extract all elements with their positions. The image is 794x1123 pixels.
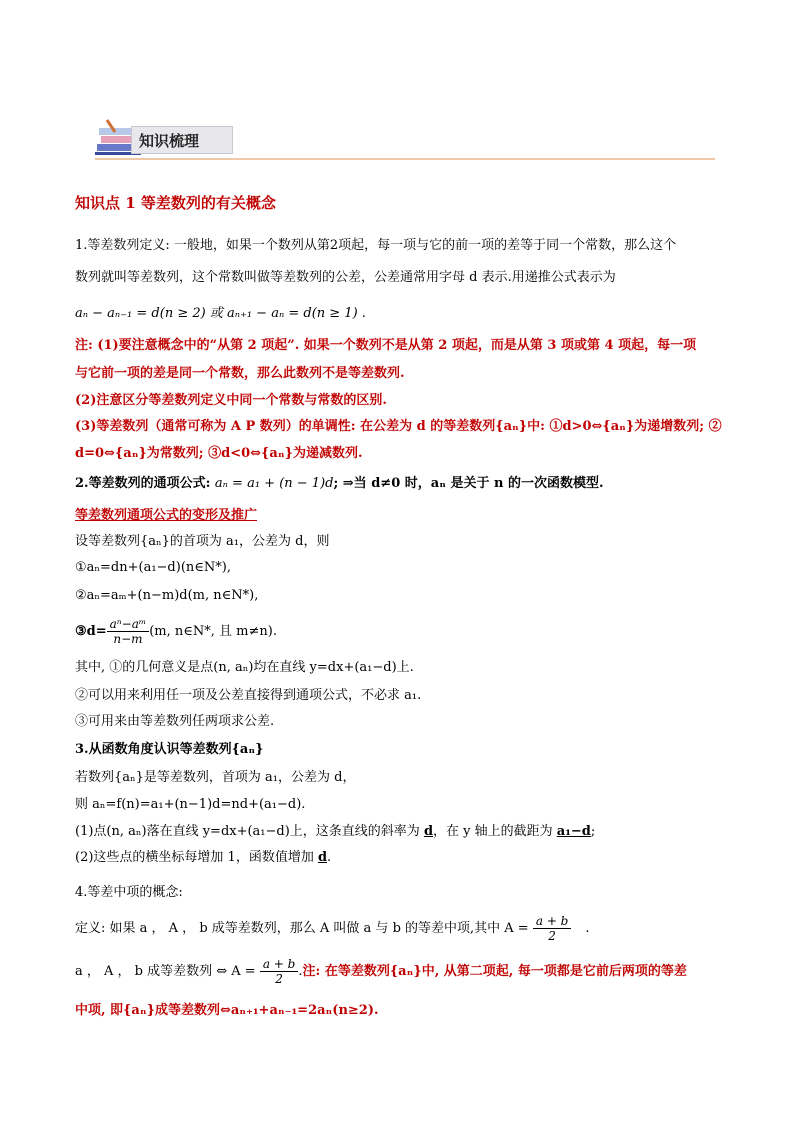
section-title: 知识点 1 等差数列的有关概念 (75, 194, 276, 212)
generalize-line5: 其中, ①的几何意义是点(n, aₙ)均在直线 y=dx+(a₁−d)上. (75, 660, 414, 675)
p4-note-b: 中项, 即{aₙ}成等差数列⇔aₙ₊₁+aₙ₋₁=2aₙ(n≥2). (75, 1003, 379, 1018)
gen-l4-num: aⁿ−aᵐ (107, 617, 150, 632)
p3-title: 3.从函数角度认识等差数列{aₙ} (75, 742, 264, 757)
gen-l4-fraction (107, 617, 150, 646)
section-banner (95, 118, 715, 160)
p3-l3-intercept: a₁−d (556, 824, 591, 839)
generalize-line2: ①aₙ=dn+(a₁−d)(n∈N*), (75, 560, 231, 575)
p1-line1: 1.等差数列定义: 一般地，如果一个数列从第2项起，每一项与它的前一项的差等于同一个常数，那么这个 (75, 238, 677, 253)
note-1a: 注: (1)要注意概念中的“从第 2 项起”. 如果一个数列不是从第 2 项起，而是从第 3 项或第 4 项起，每一项 (75, 338, 697, 353)
generalize-line6: ②可以用来利用任一项及公差直接得到通项公式，不必求 a₁. (75, 688, 422, 703)
p4-equivalence (75, 955, 687, 989)
p3-line4 (75, 850, 331, 866)
p3-l4-val: d (317, 850, 328, 865)
p3-line1: 若数列{aₙ}是等差数列，首项为 a₁，公差为 d， (75, 770, 356, 785)
p4-eq-end: . (298, 964, 303, 979)
p4-def-end: . (585, 921, 590, 936)
p3-line3 (75, 824, 595, 840)
gen-l4-suffix: (m, n∈N*, 且 m≠n). (149, 624, 277, 639)
p3-l3-slope: d (423, 824, 434, 839)
generalize-title: 等差数列通项公式的变形及推广 (75, 508, 258, 523)
p1-line2: 数列就叫等差数列，这个常数叫做等差数列的公差，公差通常用字母 d 表示.用递推公式表示为 (75, 270, 616, 285)
p2-suffix: ; ⇒当 d≠0 时，aₙ 是关于 n 的一次函数模型. (333, 476, 604, 491)
note-3a: (3)等差数列（通常可称为 A P 数列）的单调性: 在公差为 d 的等差数列{aₙ}中: ①d>0⇔{aₙ}为递增数列; ② (75, 419, 722, 434)
p4-definition (75, 912, 590, 946)
p3-l3-prefix: (1)点(n, aₙ)落在直线 y=dx+(a₁−d)上，这条直线的斜率为 (75, 824, 424, 839)
p3-l4-end: . (327, 850, 332, 865)
generalize-line1: 设等差数列{aₙ}的首项为 a₁，公差为 d，则 (75, 534, 330, 549)
p2-line (75, 476, 604, 492)
p4-def-fraction (533, 914, 572, 943)
p4-note-a: 注: 在等差数列{aₙ}中, 从第二项起, 每一项都是它前后两项的等差 (302, 964, 687, 979)
generalize-line4 (75, 614, 277, 650)
p4-title: 4.等差中项的概念: (75, 885, 183, 900)
p2-formula: aₙ = a₁ + (n − 1)d (214, 476, 334, 491)
p4-eq-fraction (260, 957, 299, 986)
note-2: (2)注意区分等差数列定义中同一个常数与常数的区别. (75, 393, 387, 408)
gen-l4-den: n−m (113, 632, 143, 646)
p1-formula: aₙ − aₙ₋₁ = d(n ≥ 2) 或 aₙ₊₁ − aₙ = d(n ≥ 1) . (75, 306, 366, 321)
generalize-line7: ③可用来由等差数列任两项求公差. (75, 714, 275, 729)
p3-l3-mid: ，在 y 轴上的截距为 (433, 824, 557, 839)
p3-l3-end: ; (590, 824, 596, 839)
note-1b: 与它前一项的差是同一个常数，那么此数列不是等差数列. (75, 366, 405, 381)
p4-def-den: 2 (548, 929, 556, 943)
generalize-line3: ②aₙ=aₘ+(n−m)d(m, n∈N*), (75, 588, 259, 603)
note-3b: d=0⇔{aₙ}为常数列; ③d<0⇔{aₙ}为递减数列. (75, 446, 363, 461)
p2-prefix: 2.等差数列的通项公式: (75, 476, 215, 491)
banner-title: 知识梳理 (139, 132, 200, 150)
p4-def-prefix: 定义: 如果 a ， A ， b 成等差数列，那么 A 叫做 a 与 b 的等差中项,其中 A = (75, 921, 533, 936)
p4-def-num: a + b (533, 914, 572, 929)
p3-l4-prefix: (2)这些点的横坐标每增加 1，函数值增加 (75, 850, 318, 865)
p4-eq-prefix: a ， A ， b 成等差数列 ⇔ A = (75, 964, 260, 979)
p4-eq-num: a + b (260, 957, 299, 972)
gen-l4-prefix: ③d= (75, 624, 107, 639)
p3-line2: 则 aₙ=f(n)=a₁+(n−1)d=nd+(a₁−d). (75, 797, 306, 812)
p4-eq-den: 2 (275, 972, 283, 986)
banner-rule (95, 158, 715, 160)
